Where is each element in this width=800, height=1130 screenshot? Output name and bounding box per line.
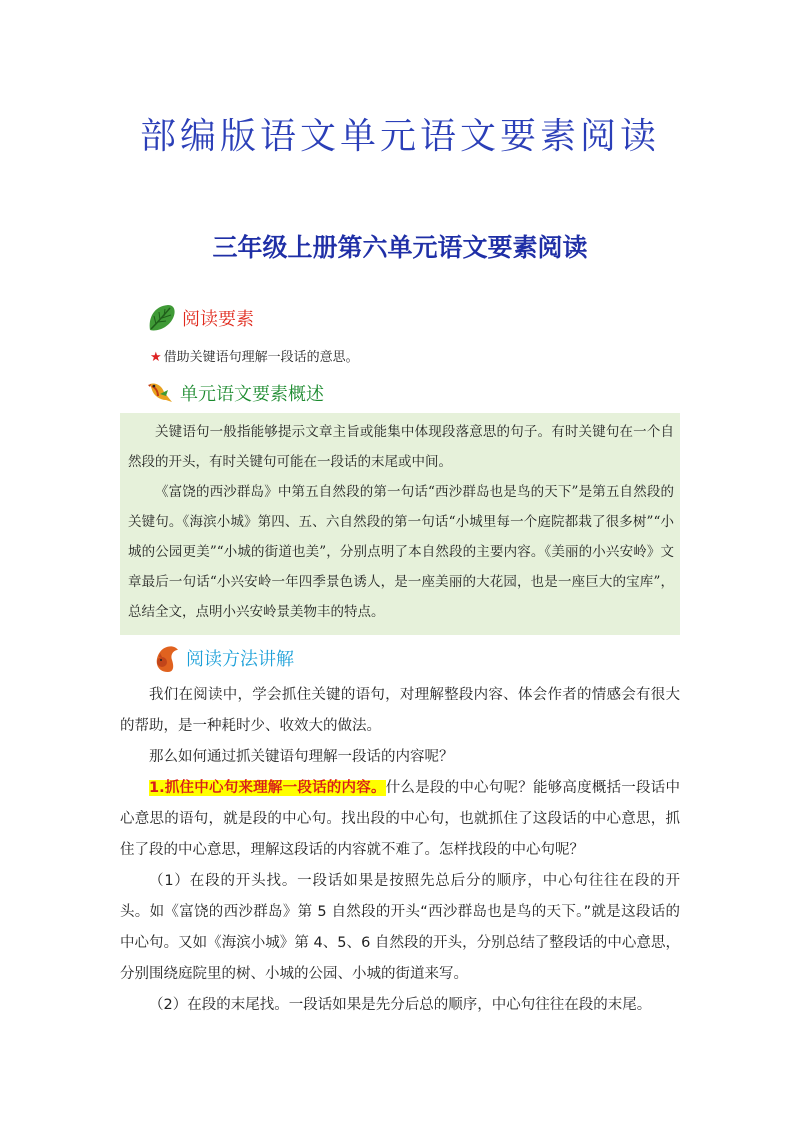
method-paragraph-2: 那么如何通过抓关键语句理解一段话的内容呢？ bbox=[149, 749, 454, 765]
section-overview-header bbox=[146, 378, 324, 408]
overview-box bbox=[120, 413, 680, 635]
paragraph-text: 什么是段的中心句呢？能够高度概括一段话中心意思的语句，就是段的中心句。找出段的中心句，也就抓住了这段话的中心意思，抓住了段的中心意思，理解这段话的内容就不难了。怎样找段的中心句呢？ bbox=[120, 780, 680, 858]
section-title: 单元语文要素概述 bbox=[180, 384, 324, 405]
bird-icon bbox=[146, 378, 176, 408]
bullet-text: 借助关键语句理解一段话的意思。 bbox=[163, 350, 359, 365]
star-icon: ★ bbox=[150, 350, 162, 365]
section-method-header bbox=[152, 642, 294, 674]
method-paragraph-5: （2）在段的末尾找。一段话如果是先分后总的顺序，中心句往往在段的末尾。 bbox=[149, 997, 652, 1013]
sub-title: 三年级上册第六单元语文要素阅读 bbox=[212, 233, 588, 262]
highlighted-heading: 1.抓住中心句来理解一段话的内容。 bbox=[149, 780, 386, 796]
overview-paragraph-2: 《富饶的西沙群岛》中第五自然段的第一句话“西沙群岛也是鸟的天下”是第五自然段的关键句。《海滨小城》第四、五、六自然段的第一句话“小城里每一个庭院都栽了很多树”“小城的公园更美”“小城的街道也美”，分别点明了本自然段的主要内容。《美丽的小兴安岭》文章最后一句话“小兴安岭一年四季景色诱人，是一座美丽的大花园，也是一座巨大的宝库”，总结全文，点明小兴安岭景美物丰的特点。 bbox=[128, 484, 674, 620]
overview-paragraph-1: 关键语句一般指能够提示文章主旨或能集中体现段落意思的句子。有时关键句在一个自然段的开头，有时关键句可能在一段话的末尾或中间。 bbox=[128, 424, 674, 470]
section-title: 阅读方法讲解 bbox=[186, 649, 294, 670]
method-paragraph-3 bbox=[120, 773, 680, 866]
method-paragraph-1: 我们在阅读中，学会抓住关键的语句，对理解整段内容、体会作者的情感会有很大的帮助，是一种耗时少、收效大的做法。 bbox=[120, 687, 680, 734]
section-title: 阅读要素 bbox=[182, 309, 254, 330]
reading-element-bullet bbox=[150, 346, 359, 365]
leaf-icon bbox=[146, 302, 178, 334]
squirrel-icon bbox=[152, 642, 182, 674]
section-reading-elements-header bbox=[146, 302, 254, 334]
main-title: 部编版语文单元语文要素阅读 bbox=[139, 116, 660, 157]
method-paragraph-4: （1）在段的开头找。一段话如果是按照先总后分的顺序，中心句往往在段的开头。如《富饶的西沙群岛》第 5 自然段的开头“西沙群岛也是鸟的天下。”就是这段话的中心句。又如《海滨小城》第 4、5、6 自然段的开头，分别总结了整段话的中心意思，分别围绕庭院里的树、小城的公园、小城的街道来写。 bbox=[120, 873, 680, 982]
method-body bbox=[120, 680, 680, 1021]
